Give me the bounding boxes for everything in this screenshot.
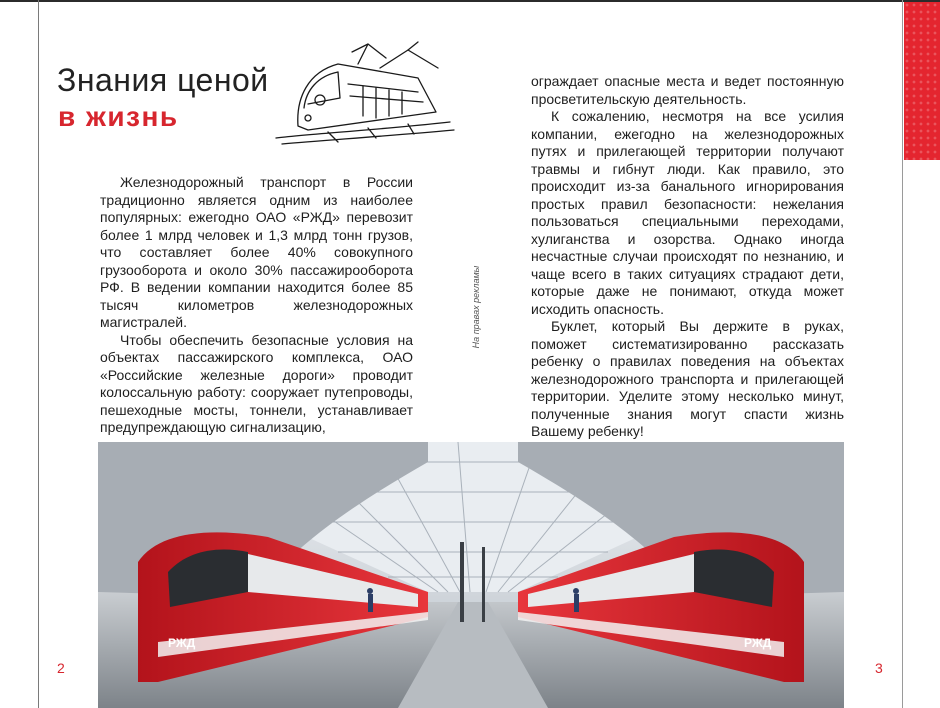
paragraph: Чтобы обеспечить безопасные условия на объектах пассажирского комплекса, ОАО «Российские железные дороги» проводит колоссальную работу: сооружает путепроводы, пешеходные мосты, тоннели, устанавливает предупреждающую сигнализацию, bbox=[100, 331, 413, 435]
title-line-1: Знания ценой bbox=[57, 62, 269, 98]
paragraph: К сожалению, несмотря на все усилия компании, ежегодно на железнодорожных путях и прилегающей территории получают травмы и гибнут люди. Как правило, это происходит из-за банального игнорирования простых правил безопасности: нежелания пользоваться специальными переходами, хулиганства и озорства. Однако иногда несчастные случаи происходят по незнанию, и чаще всего в таких ситуациях страдают дети, которые даже не понимают, откуда может исходить опасность. bbox=[531, 108, 844, 317]
page-number-left: 2 bbox=[57, 660, 65, 676]
title-line-2: в жизнь bbox=[58, 101, 179, 132]
paragraph: Буклет, который Вы держите в руках, поможет систематизированно рассказать ребенку о правилах поведения на объектах железнодорожного транспорта и прилегающей территории. Уделите этому несколько минут, полученные знания могут спасти жизнь Вашему ребенку! bbox=[531, 318, 844, 439]
train-logo-left: РЖД bbox=[168, 636, 196, 650]
red-pattern-tab bbox=[904, 2, 940, 160]
train-sketch-illustration bbox=[268, 38, 458, 150]
train-logo-right: РЖД bbox=[744, 636, 772, 650]
page-left-edge bbox=[38, 0, 39, 708]
text-column-right bbox=[531, 73, 844, 441]
page-number-right: 3 bbox=[875, 660, 883, 676]
paragraph: ограждает опасные места и ведет постоянную просветительскую деятельность. bbox=[531, 73, 844, 107]
advertisement-note: На правах рекламы bbox=[471, 265, 481, 349]
text-column-left bbox=[100, 174, 413, 437]
paragraph: Железнодорожный транспорт в России традиционно является одним из наиболее популярных: ежегодно ОАО «РЖД» перевозит более 1 млрд человек и 1,3 млрд тонн грузов, что составляет более 40% совокупного грузооборота и около 30% пассажирооборота РФ. В ведении компании находится более 85 тысяч километров железнодорожных магистралей. bbox=[100, 174, 413, 330]
station-photo bbox=[98, 442, 844, 708]
page-right-edge bbox=[902, 0, 903, 708]
top-rule bbox=[0, 0, 940, 2]
